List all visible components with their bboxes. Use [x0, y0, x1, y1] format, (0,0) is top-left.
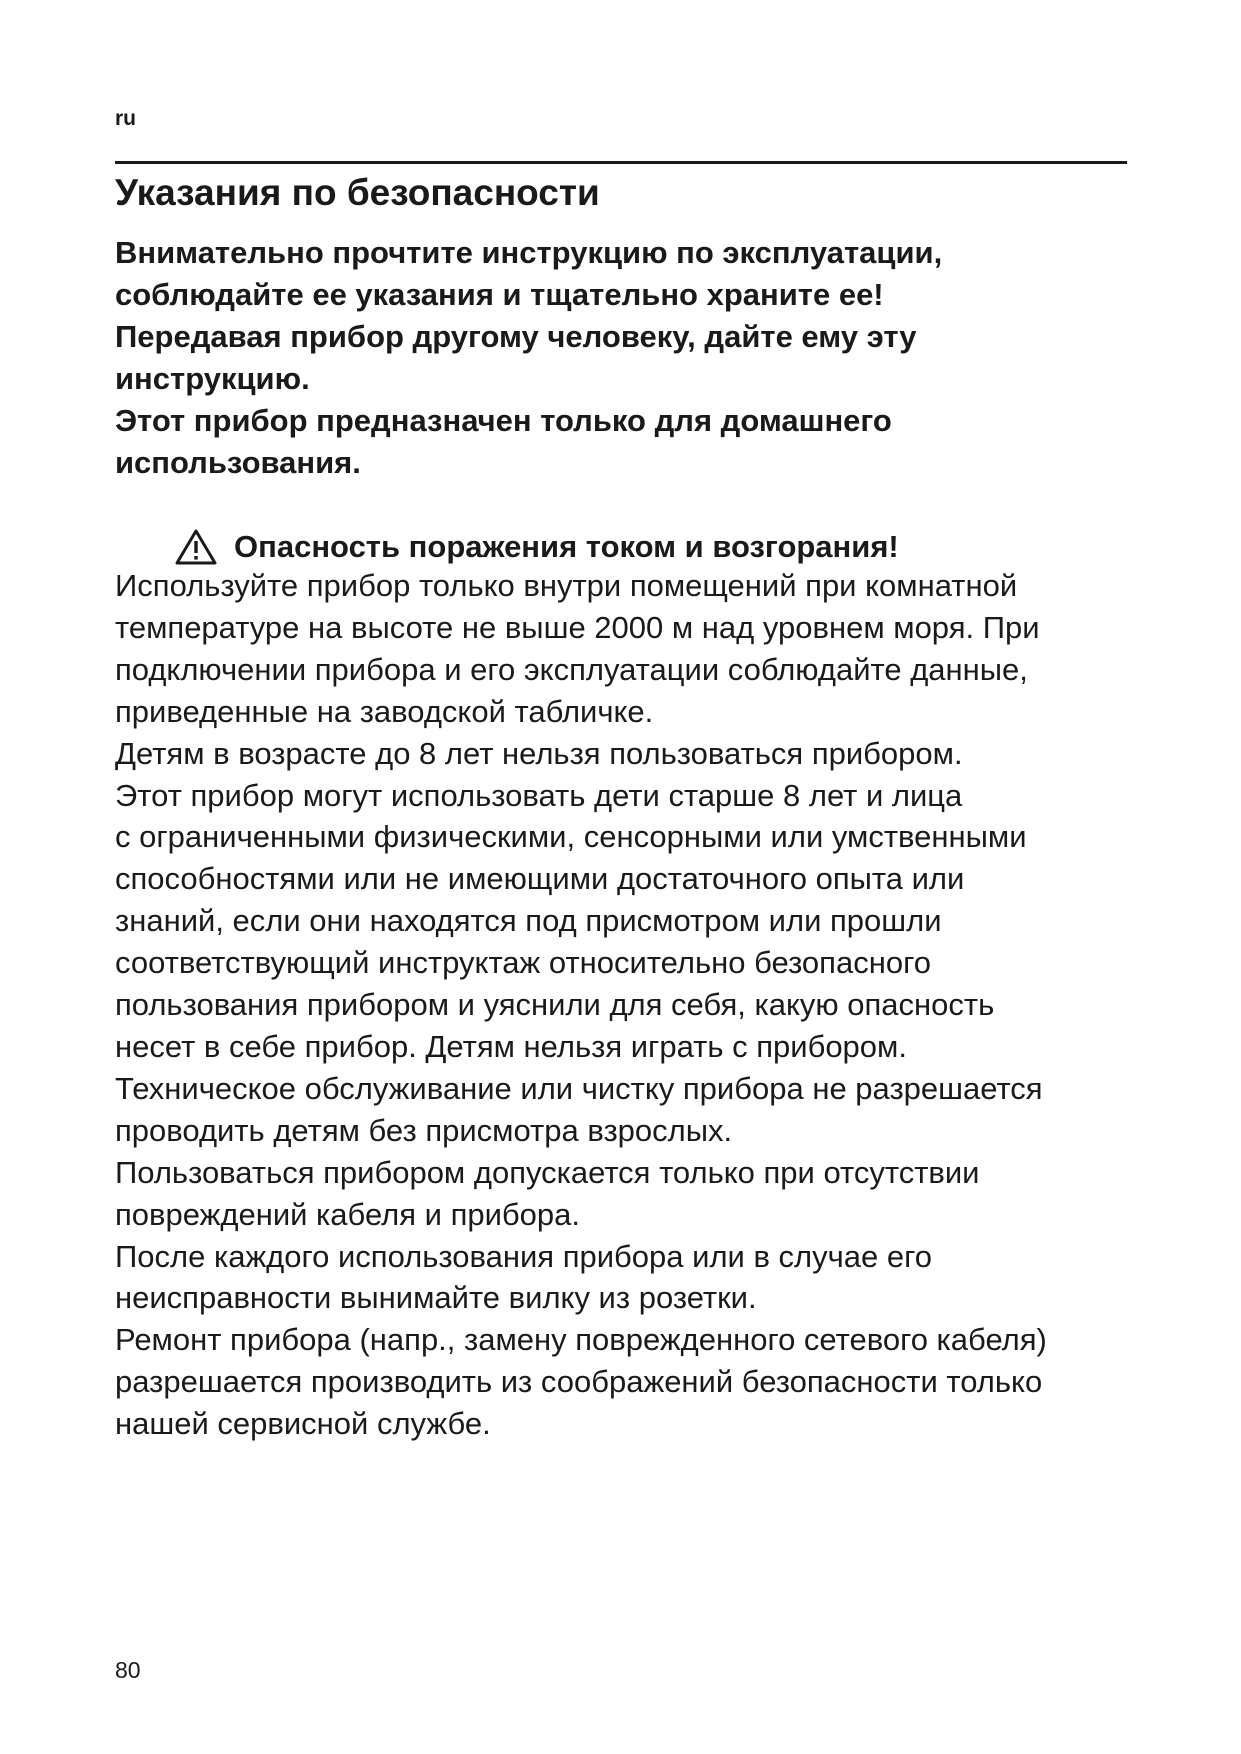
body-line: разрешается производить из соображений безопасности только	[115, 1364, 1043, 1400]
body-line: подключении прибора и его эксплуатации соблюдайте данные,	[115, 651, 1028, 687]
body-line: проводить детям без присмотра взрослых.	[115, 1112, 733, 1148]
body-line: приведенные на заводской табличке.	[115, 693, 654, 729]
language-code: ru	[115, 107, 136, 130]
body-line: После каждого использования прибора или в случае его	[115, 1238, 932, 1274]
body-line: Техническое обслуживание или чистку прибора не разрешается	[115, 1070, 1043, 1106]
body-line: Используйте прибор только внутри помещений при комнатной	[115, 568, 1018, 603]
body-line: неисправности вынимайте вилку из розетки.	[115, 1280, 757, 1316]
warning-heading	[174, 526, 899, 568]
body-line: нашей сервисной службе.	[115, 1406, 491, 1442]
warning-heading-text: Опасность поражения током и возгорания!	[234, 529, 899, 564]
intro-line: Этот прибор предназначен только для домашнего	[115, 402, 892, 438]
section-title: Указания по безопасности	[115, 172, 600, 213]
header-divider	[115, 161, 1127, 164]
intro-line: Внимательно прочтите инструкцию по эксплуатации,	[115, 235, 943, 270]
body-line: способностями или не имеющими достаточного опыта или	[115, 861, 965, 897]
body-line: соответствующий инструктаж относительно безопасного	[115, 945, 931, 981]
warning-triangle-icon	[174, 528, 218, 566]
body-line: Детям в возрасте до 8 лет нельзя пользоваться прибором.	[115, 735, 963, 771]
body-line: пользования прибором и уяснили для себя, какую опасность	[115, 987, 995, 1023]
body-line: повреждений кабеля и прибора.	[115, 1196, 581, 1232]
body-line: Пользоваться прибором допускается только при отсутствии	[115, 1154, 980, 1190]
page-number: 80	[115, 1657, 141, 1683]
body-line: знаний, если они находятся под присмотром или прошли	[115, 903, 942, 939]
intro-line: инструкцию.	[115, 360, 310, 396]
body-line: несет в себе прибор. Детям нельзя играть с прибором.	[115, 1028, 907, 1064]
intro-line: соблюдайте ее указания и тщательно храните ее!	[115, 276, 884, 312]
intro-paragraph	[115, 232, 1165, 483]
body-line: с ограниченными физическими, сенсорными или умственными	[115, 819, 1027, 855]
body-line: температуре на высоте не выше 2000 м над уровнем моря. При	[115, 609, 1040, 645]
intro-line: Передавая прибор другому человеку, дайте ему эту	[115, 318, 917, 354]
body-line: Этот прибор могут использовать дети старше 8 лет и лица	[115, 777, 963, 813]
body-line: Ремонт прибора (напр., замену поврежденного сетевого кабеля)	[115, 1322, 1047, 1358]
safety-instructions	[115, 565, 1185, 1445]
intro-line: использования.	[115, 444, 361, 480]
